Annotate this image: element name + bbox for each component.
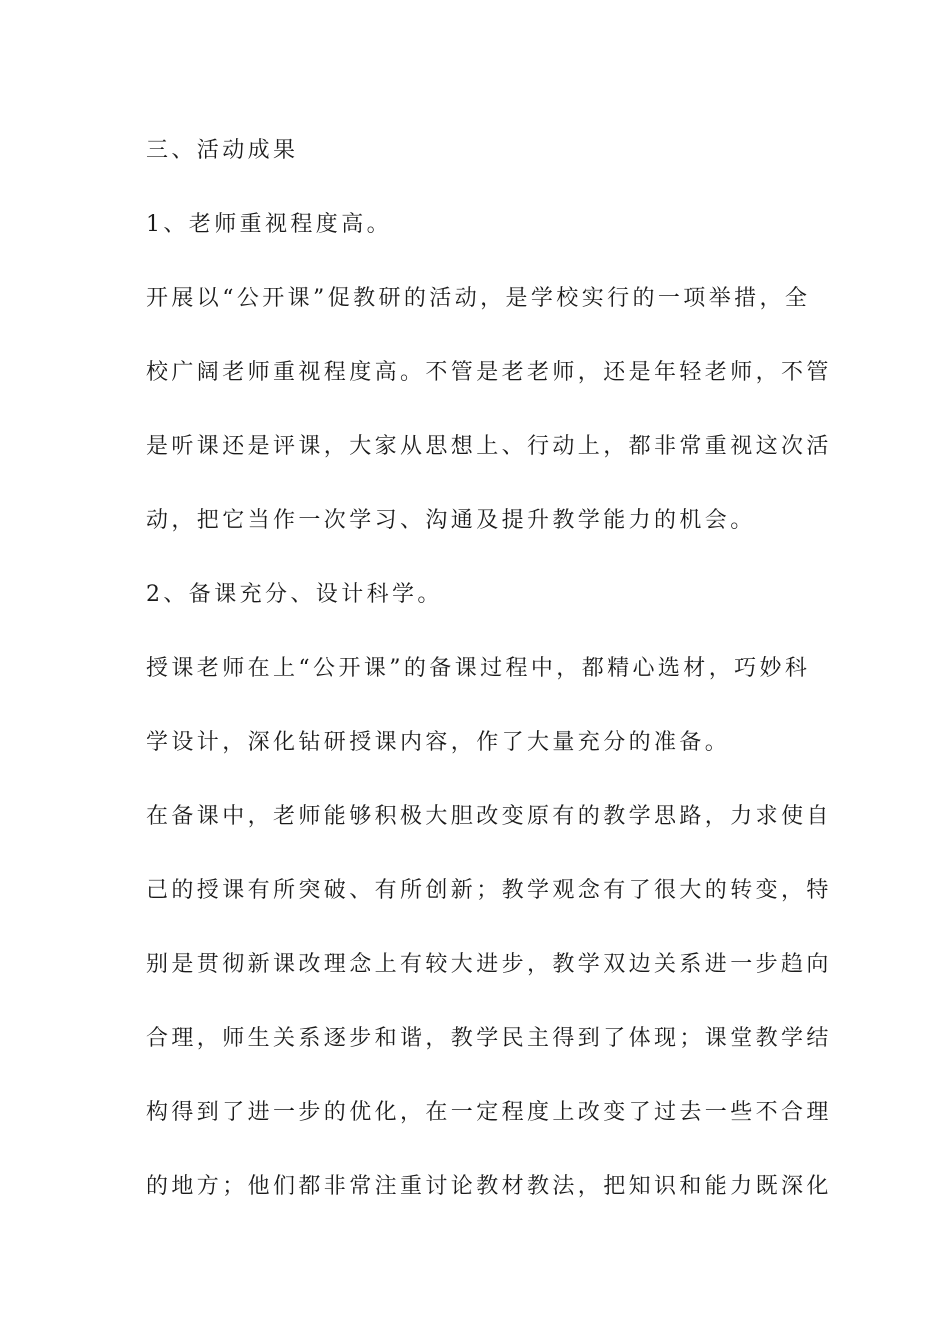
paragraph-line: 己的授课有所突破、有所创新；教学观念有了很大的转变，特	[146, 878, 832, 903]
paragraph-line: 开展以“公开课”促教研的活动，是学校实行的一项举措，全	[146, 286, 811, 311]
paragraph-line: 动，把它当作一次学习、沟通及提升教学能力的机会。	[146, 508, 756, 533]
subheading-2: 2、备课充分、设计科学。	[146, 582, 443, 607]
paragraph-line: 是听课还是评课，大家从思想上、行动上，都非常重视这次活	[146, 434, 832, 459]
paragraph-line: 的地方；他们都非常注重讨论教材教法，把知识和能力既深化	[146, 1174, 832, 1199]
paragraph-line: 学设计，深化钻研授课内容，作了大量充分的准备。	[146, 730, 731, 755]
subheading-1: 1、老师重视程度高。	[146, 212, 392, 237]
paragraph-line: 校广阔老师重视程度高。不管是老老师，还是年轻老师，不管	[146, 360, 832, 385]
paragraph-line: 在备课中，老师能够积极大胆改变原有的教学思路，力求使自	[146, 804, 832, 829]
paragraph-line: 构得到了进一步的优化，在一定程度上改变了过去一些不合理	[146, 1100, 832, 1125]
paragraph-line: 别是贯彻新课改理念上有较大进步，教学双边关系进一步趋向	[146, 952, 832, 977]
section-heading: 三、活动成果	[146, 138, 299, 163]
paragraph-line: 合理，师生关系逐步和谐，教学民主得到了体现；课堂教学结	[146, 1026, 832, 1051]
document-body	[146, 126, 832, 1236]
paragraph-line: 授课老师在上“公开课”的备课过程中，都精心选材，巧妙科	[146, 656, 811, 681]
